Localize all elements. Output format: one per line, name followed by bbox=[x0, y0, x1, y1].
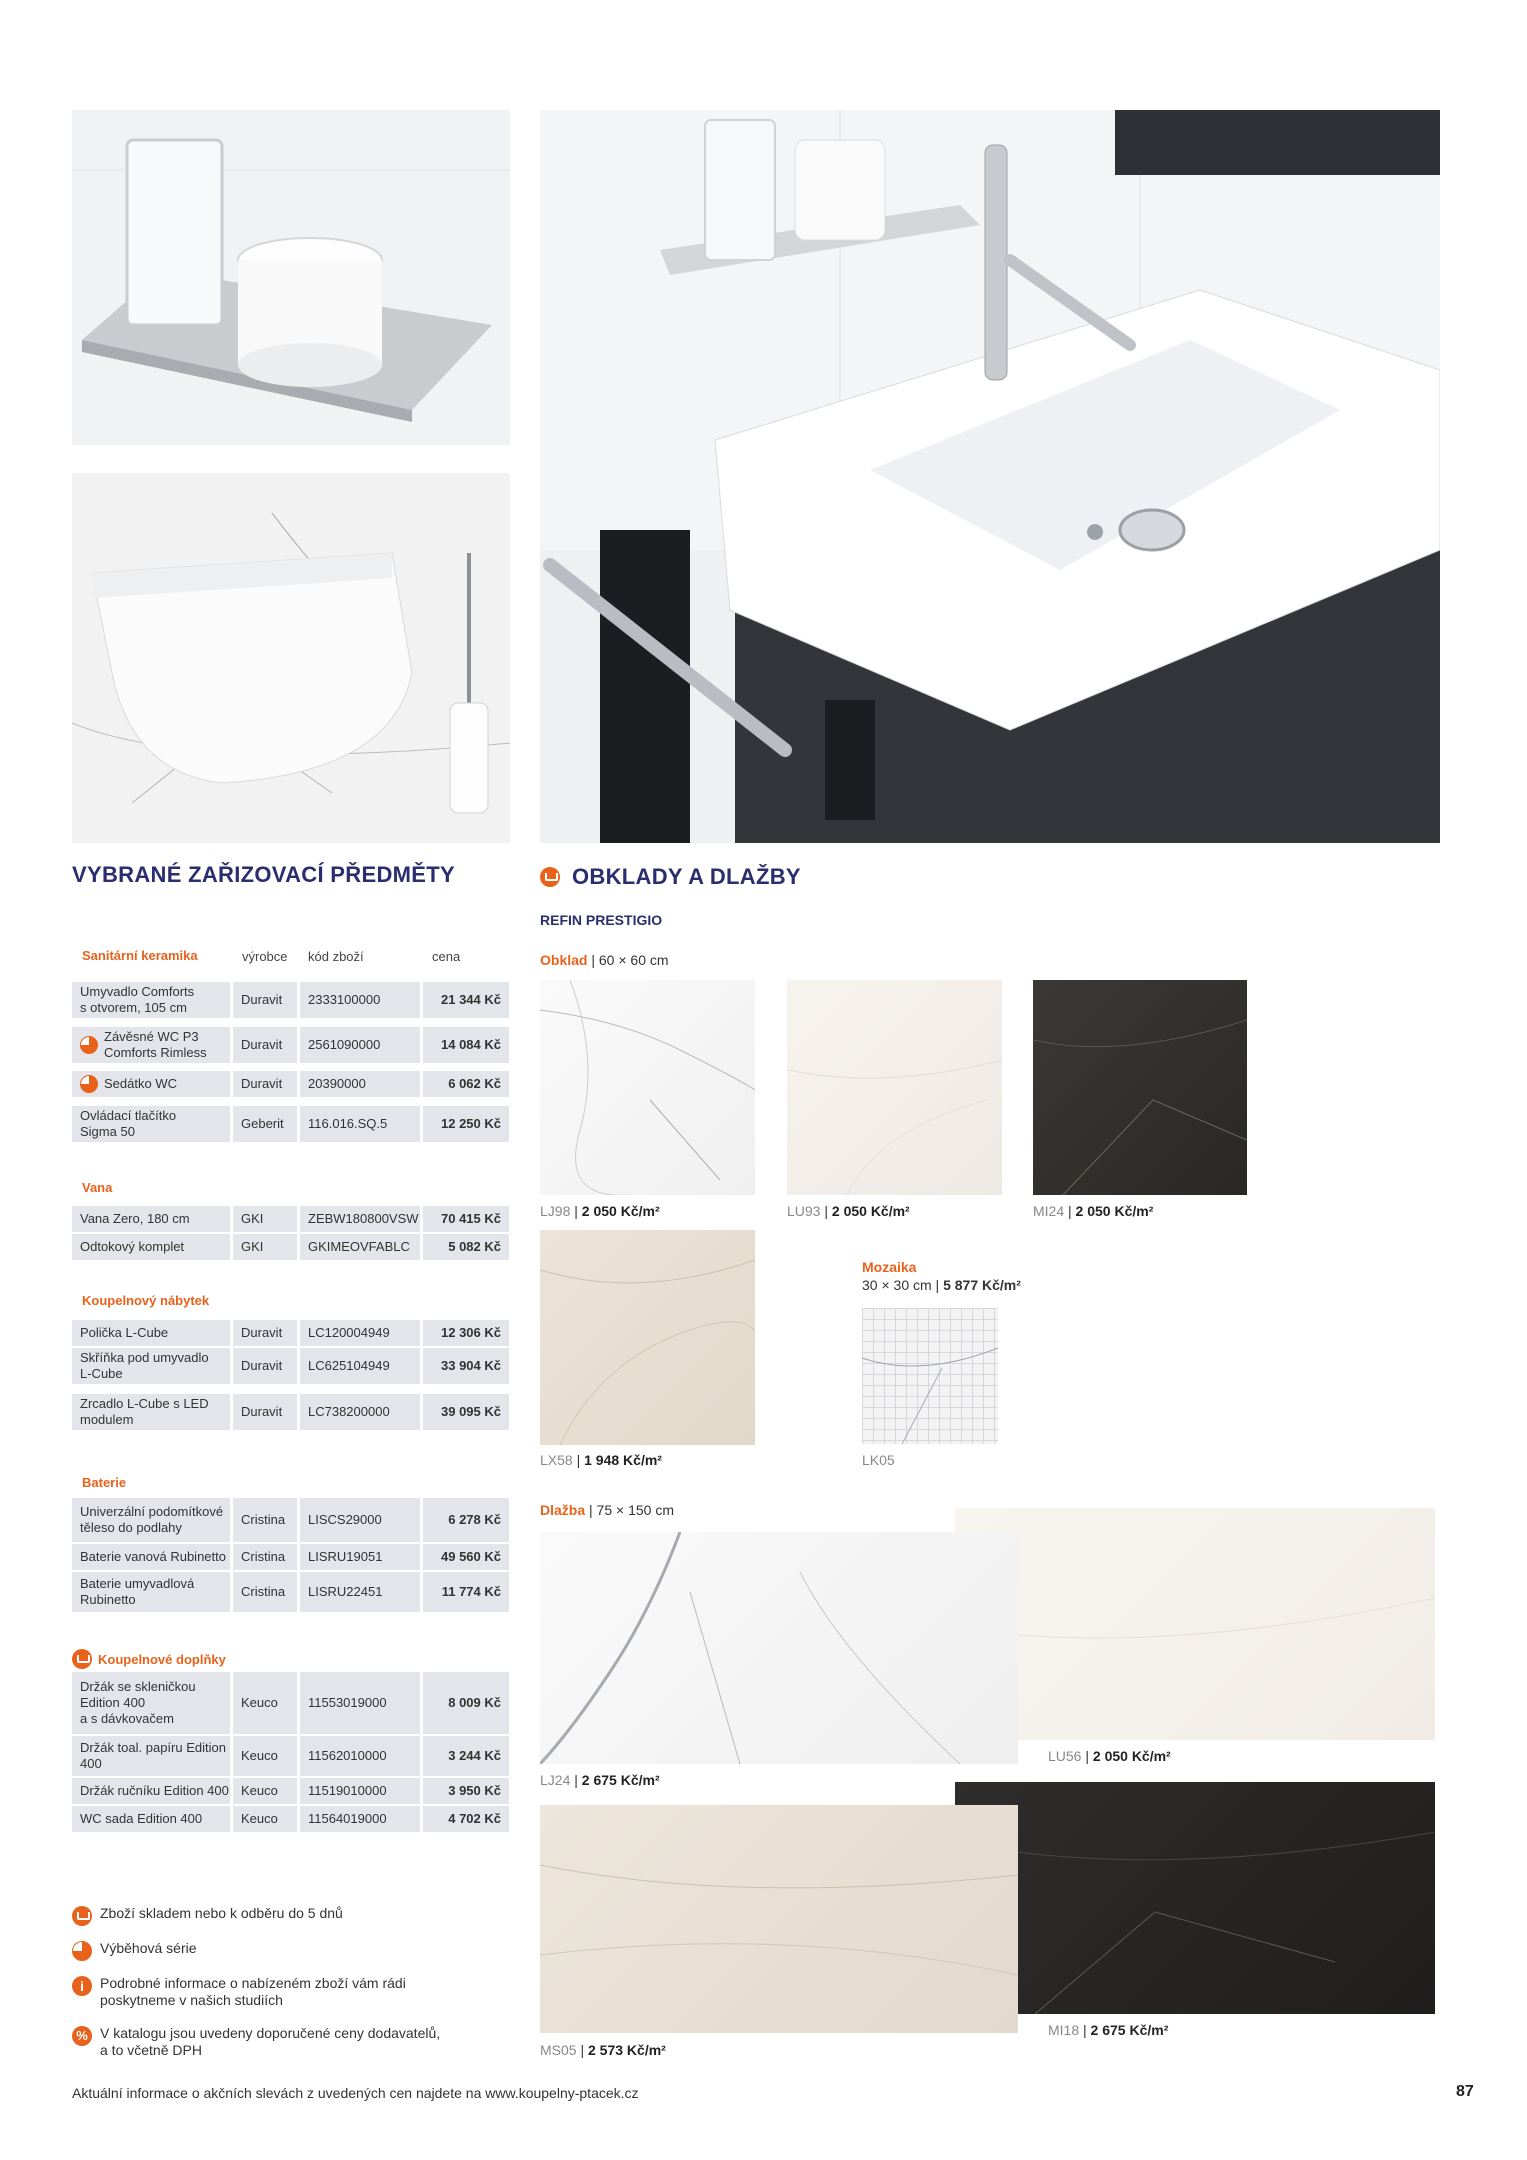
price-cell: 11 774 Kč bbox=[423, 1572, 509, 1612]
table-row bbox=[72, 1672, 512, 1734]
table-row bbox=[72, 1206, 512, 1232]
mozaika-size: 30 × 30 cm bbox=[862, 1277, 932, 1293]
product-name-cell bbox=[72, 1672, 230, 1734]
photo-washbasin bbox=[540, 110, 1440, 843]
swatch-price: 2 050 Kč/m² bbox=[831, 1203, 910, 1219]
product-name: Odtokový komplet bbox=[80, 1239, 185, 1254]
product-name: WC sada Edition 400 bbox=[80, 1811, 203, 1826]
clearance-icon bbox=[80, 1036, 98, 1054]
left-heading: VYBRANÉ ZAŘIZOVACÍ PŘEDMĚTY bbox=[72, 862, 455, 887]
footer-note: Aktuální informace o akčních slevách z uvedených cen najdete na www.koupelny-ptacek.cz bbox=[72, 2085, 639, 2101]
swatch-code: LJ98 bbox=[540, 1203, 571, 1219]
swatch-code: LU56 bbox=[1048, 1748, 1082, 1764]
maker-cell: Cristina bbox=[233, 1498, 297, 1542]
maker-cell: Duravit bbox=[233, 982, 297, 1018]
price-cell: 12 250 Kč bbox=[423, 1106, 509, 1142]
price-cell: 12 306 Kč bbox=[423, 1320, 509, 1346]
column-header-maker: výrobce bbox=[242, 949, 288, 964]
cart-icon bbox=[72, 1906, 92, 1926]
swatch-mi18 bbox=[955, 1782, 1435, 2014]
table-row bbox=[72, 1572, 512, 1612]
dlazba-label: Dlažba bbox=[540, 1502, 586, 1518]
swatch-price: 2 050 Kč/m² bbox=[1092, 1748, 1171, 1764]
swatch-caption-ms05: MS05 | 2 573 Kč/m² bbox=[540, 2042, 666, 2058]
clearance-icon bbox=[80, 1075, 98, 1093]
cart-icon bbox=[540, 867, 560, 887]
price-cell: 14 084 Kč bbox=[423, 1027, 509, 1063]
product-name-cell bbox=[72, 982, 230, 1018]
obklad-label: Obklad bbox=[540, 952, 588, 968]
product-name: Držák ručníku Edition 400 bbox=[80, 1783, 229, 1798]
maker-cell: Duravit bbox=[233, 1348, 297, 1384]
price-cell: 6 278 Kč bbox=[423, 1498, 509, 1542]
obklad-size: 60 × 60 cm bbox=[598, 952, 669, 968]
mozaika-label: Mozaika bbox=[862, 1259, 917, 1275]
right-heading-wrap bbox=[540, 864, 801, 890]
product-name-cell bbox=[72, 1348, 230, 1384]
legend-price-text: V katalogu jsou uvedeny doporučené ceny dodavatelů, a to včetně DPH bbox=[100, 2025, 441, 2058]
swatch-code: MI18 bbox=[1048, 2022, 1080, 2038]
maker-cell: GKI bbox=[233, 1206, 297, 1232]
product-name-cell bbox=[72, 1778, 230, 1804]
product-name: Polička L-Cube bbox=[80, 1325, 169, 1340]
table-row bbox=[72, 1071, 512, 1097]
table-row bbox=[72, 1806, 512, 1832]
table-row bbox=[72, 1106, 512, 1142]
legend-stock-text: Zboží skladem nebo k odběru do 5 dnů bbox=[100, 1905, 343, 1921]
table-row bbox=[72, 1320, 512, 1346]
product-name: Držák se skleničkou Edition 400 a s dávkovačem bbox=[80, 1679, 196, 1726]
product-name-cell bbox=[72, 1234, 230, 1260]
maker-cell: Geberit bbox=[233, 1106, 297, 1142]
section-title bbox=[72, 1649, 226, 1669]
table-row bbox=[72, 1778, 512, 1804]
photo-glass-holder bbox=[72, 110, 510, 445]
maker-cell: Cristina bbox=[233, 1572, 297, 1612]
product-name-cell bbox=[72, 1736, 230, 1776]
product-name-cell bbox=[72, 1071, 230, 1097]
table-row bbox=[72, 982, 512, 1018]
swatch-caption-lu93: LU93 | 2 050 Kč/m² bbox=[787, 1203, 910, 1219]
swatch-code: LK05 bbox=[862, 1452, 895, 1468]
price-cell: 5 082 Kč bbox=[423, 1234, 509, 1260]
swatch-caption-lu56: LU56 | 2 050 Kč/m² bbox=[1048, 1748, 1171, 1764]
code-cell: LC738200000 bbox=[300, 1394, 420, 1430]
product-name: Umyvadlo Comforts s otvorem, 105 cm bbox=[80, 984, 195, 1015]
maker-cell: Duravit bbox=[233, 1320, 297, 1346]
code-cell: 20390000 bbox=[300, 1071, 420, 1097]
table-row bbox=[72, 1027, 512, 1063]
section-title-text: Baterie bbox=[82, 1475, 127, 1490]
swatch-caption-mi18: MI18 | 2 675 Kč/m² bbox=[1048, 2022, 1169, 2038]
product-name: Sedátko WC bbox=[104, 1076, 177, 1091]
swatch-ms05 bbox=[540, 1805, 1018, 2033]
code-cell: LISRU19051 bbox=[300, 1544, 420, 1570]
maker-cell: Keuco bbox=[233, 1672, 297, 1734]
clearance-icon bbox=[72, 1941, 92, 1961]
legend-clearance bbox=[72, 1940, 197, 1961]
product-name: Skříňka pod umyvadlo L-Cube bbox=[80, 1350, 209, 1381]
price-cell: 4 702 Kč bbox=[423, 1806, 509, 1832]
swatch-lu56 bbox=[955, 1508, 1435, 1740]
price-cell: 21 344 Kč bbox=[423, 982, 509, 1018]
section-title-text: Koupelnový nábytek bbox=[82, 1293, 210, 1308]
swatch-code: LJ24 bbox=[540, 1772, 571, 1788]
product-name-cell bbox=[72, 1106, 230, 1142]
price-cell: 3 950 Kč bbox=[423, 1778, 509, 1804]
legend-stock bbox=[72, 1905, 343, 1926]
product-name: Závěsné WC P3 Comforts Rimless bbox=[104, 1029, 207, 1060]
maker-cell: Keuco bbox=[233, 1736, 297, 1776]
swatch-caption-lj98: LJ98 | 2 050 Kč/m² bbox=[540, 1203, 660, 1219]
section-title bbox=[82, 948, 198, 963]
product-name: Baterie vanová Rubinetto bbox=[80, 1549, 226, 1564]
product-name-cell bbox=[72, 1027, 230, 1063]
legend-info bbox=[72, 1975, 406, 2009]
product-name-cell bbox=[72, 1544, 230, 1570]
legend-clearance-text: Výběhová série bbox=[100, 1940, 197, 1956]
dlazba-header: Dlažba | 75 × 150 cm bbox=[540, 1502, 674, 1518]
swatch-code: LX58 bbox=[540, 1452, 573, 1468]
product-name-cell bbox=[72, 1498, 230, 1542]
swatch-price: 2 675 Kč/m² bbox=[1090, 2022, 1169, 2038]
code-cell: 116.016.SQ.5 bbox=[300, 1106, 420, 1142]
swatch-code: LU93 bbox=[787, 1203, 821, 1219]
code-cell: LC625104949 bbox=[300, 1348, 420, 1384]
code-cell: ZEBW180800VSW bbox=[300, 1206, 420, 1232]
column-header-price: cena bbox=[432, 949, 461, 964]
code-cell: GKIMEOVFABLC bbox=[300, 1234, 420, 1260]
product-name: Ovládací tlačítko Sigma 50 bbox=[80, 1108, 177, 1139]
price-cell: 6 062 Kč bbox=[423, 1071, 509, 1097]
product-name-cell bbox=[72, 1320, 230, 1346]
table-row bbox=[72, 1498, 512, 1542]
price-cell: 8 009 Kč bbox=[423, 1672, 509, 1734]
section-title-text: Sanitární keramika bbox=[82, 948, 198, 963]
percent-icon: % bbox=[72, 2026, 92, 2046]
product-name: Držák toal. papíru Edition 400 bbox=[80, 1740, 226, 1771]
swatch-code: MS05 bbox=[540, 2042, 577, 2058]
code-cell: 11562010000 bbox=[300, 1736, 420, 1776]
maker-cell: Duravit bbox=[233, 1027, 297, 1063]
photo-wall-wc bbox=[72, 473, 510, 843]
product-name: Univerzální podomítkové těleso do podlahy bbox=[80, 1504, 224, 1535]
maker-cell: GKI bbox=[233, 1234, 297, 1260]
right-heading: OBKLADY A DLAŽBY bbox=[572, 864, 801, 889]
swatch-mi24 bbox=[1033, 980, 1247, 1195]
info-icon: i bbox=[72, 1976, 92, 1996]
cart-icon bbox=[72, 1649, 92, 1669]
table-row bbox=[72, 1736, 512, 1776]
price-cell: 3 244 Kč bbox=[423, 1736, 509, 1776]
maker-cell: Duravit bbox=[233, 1071, 297, 1097]
product-name: Zrcadlo L-Cube s LED modulem bbox=[80, 1396, 209, 1427]
obklad-header: Obklad | 60 × 60 cm bbox=[540, 952, 669, 968]
code-cell: 11553019000 bbox=[300, 1672, 420, 1734]
mozaika-header: Mozaika 30 × 30 cm | 5 877 Kč/m² bbox=[862, 1259, 1021, 1293]
code-cell: 11564019000 bbox=[300, 1806, 420, 1832]
product-name-cell bbox=[72, 1572, 230, 1612]
section-title bbox=[82, 1293, 209, 1308]
swatch-price: 2 675 Kč/m² bbox=[581, 1772, 660, 1788]
swatch-price: 1 948 Kč/m² bbox=[584, 1452, 662, 1468]
swatch-caption-mi24: MI24 | 2 050 Kč/m² bbox=[1033, 1203, 1154, 1219]
legend-price bbox=[72, 2025, 440, 2059]
mozaika-price: 5 877 Kč/m² bbox=[943, 1277, 1021, 1293]
section-title bbox=[82, 1180, 112, 1195]
code-cell: 2333100000 bbox=[300, 982, 420, 1018]
table-row bbox=[72, 1348, 512, 1384]
code-cell: LISCS29000 bbox=[300, 1498, 420, 1542]
section-title-text: Koupelnové doplňky bbox=[98, 1651, 226, 1667]
swatch-lu93 bbox=[787, 980, 1002, 1195]
price-cell: 33 904 Kč bbox=[423, 1348, 509, 1384]
code-cell: LC120004949 bbox=[300, 1320, 420, 1346]
swatch-lj98 bbox=[540, 980, 755, 1195]
swatch-price: 2 573 Kč/m² bbox=[588, 2042, 666, 2058]
section-title bbox=[82, 1475, 126, 1490]
swatch-caption-lk05 bbox=[862, 1452, 895, 1468]
table-row bbox=[72, 1234, 512, 1260]
legend-info-text: Podrobné informace o nabízeném zboží vám rádi poskytneme v našich studiích bbox=[100, 1975, 406, 2008]
table-row bbox=[72, 1394, 512, 1430]
swatch-price: 2 050 Kč/m² bbox=[1075, 1203, 1154, 1219]
swatch-lj24 bbox=[540, 1532, 1018, 1764]
code-cell: LISRU22451 bbox=[300, 1572, 420, 1612]
swatch-price: 2 050 Kč/m² bbox=[581, 1203, 660, 1219]
swatch-lk05 bbox=[862, 1308, 998, 1444]
price-cell: 49 560 Kč bbox=[423, 1544, 509, 1570]
product-name: Vana Zero, 180 cm bbox=[80, 1211, 190, 1226]
price-cell: 39 095 Kč bbox=[423, 1394, 509, 1430]
swatch-code: MI24 bbox=[1033, 1203, 1065, 1219]
column-header-code: kód zboží bbox=[308, 949, 364, 964]
maker-cell: Duravit bbox=[233, 1394, 297, 1430]
code-cell: 2561090000 bbox=[300, 1027, 420, 1063]
page-number: 87 bbox=[1456, 2083, 1474, 2100]
table-row bbox=[72, 1544, 512, 1570]
maker-cell: Keuco bbox=[233, 1806, 297, 1832]
maker-cell: Cristina bbox=[233, 1544, 297, 1570]
maker-cell: Keuco bbox=[233, 1778, 297, 1804]
dlazba-size: 75 × 150 cm bbox=[596, 1502, 674, 1518]
product-name-cell bbox=[72, 1394, 230, 1430]
price-cell: 70 415 Kč bbox=[423, 1206, 509, 1232]
product-name: Baterie umyvadlová Rubinetto bbox=[80, 1576, 195, 1607]
product-name-cell bbox=[72, 1206, 230, 1232]
section-title-text: Vana bbox=[82, 1180, 113, 1195]
swatch-lx58 bbox=[540, 1230, 755, 1445]
swatch-caption-lx58: LX58 | 1 948 Kč/m² bbox=[540, 1452, 662, 1468]
product-name-cell bbox=[72, 1806, 230, 1832]
code-cell: 11519010000 bbox=[300, 1778, 420, 1804]
swatch-caption-lj24: LJ24 | 2 675 Kč/m² bbox=[540, 1772, 660, 1788]
series-name: REFIN PRESTIGIO bbox=[540, 912, 663, 928]
